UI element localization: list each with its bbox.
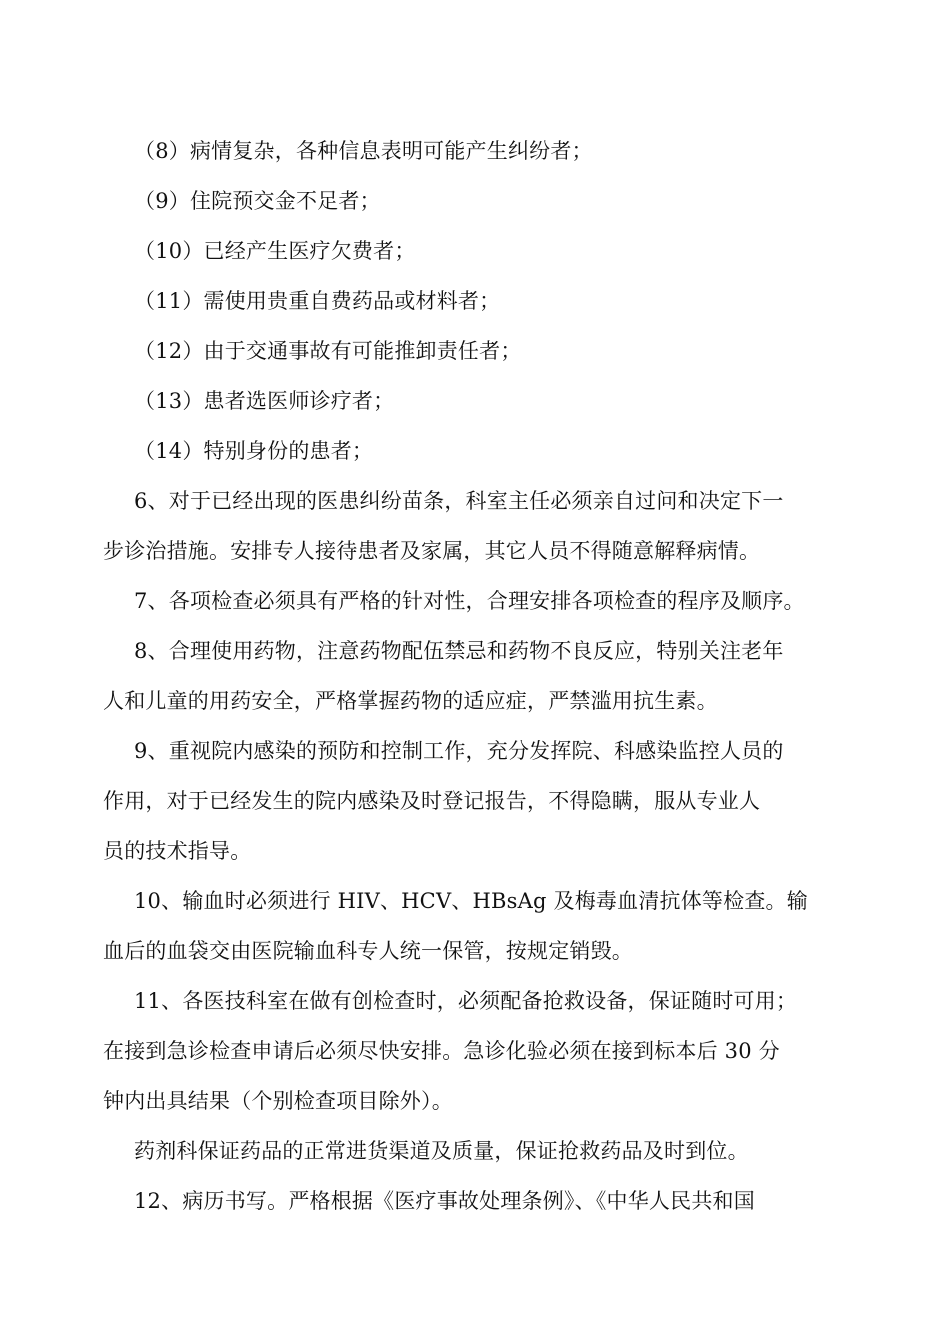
list-item-14: （14）特别身份的患者； (134, 439, 374, 463)
paragraph-6-line-2: 步诊治措施。安排专人接待患者及家属，其它人员不得随意解释病情。 (103, 539, 761, 563)
paragraph-8-line-2: 人和儿童的用药安全，严格掌握药物的适应症，严禁滥用抗生素。 (103, 689, 718, 713)
list-item-8: （8）病情复杂，各种信息表明可能产生纠纷者； (134, 139, 593, 163)
list-item-13: （13）患者选医师诊疗者； (134, 389, 395, 413)
list-item-10: （10）已经产生医疗欠费者； (134, 239, 416, 263)
list-item-12: （12）由于交通事故有可能推卸责任者； (134, 339, 522, 363)
paragraph-11-line-1: 11、各医技科室在做有创检查时，必须配备抢救设备，保证随时可用； (134, 989, 798, 1013)
paragraph-9-line-3: 员的技术指导。 (103, 839, 252, 863)
paragraph-6-line-1: 6、对于已经出现的医患纠纷苗条，科室主任必须亲自过问和决定下一 (134, 489, 784, 513)
paragraph-pharmacy: 药剂科保证药品的正常进货渠道及质量，保证抢救药品及时到位。 (134, 1139, 749, 1163)
paragraph-7: 7、各项检查必须具有严格的针对性，合理安排各项检查的程序及顺序。 (134, 589, 805, 613)
list-item-11: （11）需使用贵重自费药品或材料者； (134, 289, 501, 313)
list-item-9: （9）住院预交金不足者； (134, 189, 381, 213)
paragraph-11-line-3: 钟内出具结果（个别检查项目除外）。 (103, 1089, 453, 1113)
paragraph-11-line-2: 在接到急诊检查申请后必须尽快安排。急诊化验必须在接到标本后 30 分 (103, 1039, 780, 1063)
paragraph-10-line-2: 血后的血袋交由医院输血科专人统一保管，按规定销毁。 (103, 939, 633, 963)
paragraph-10-line-1: 10、输血时必须进行 HIV、HCV、HBsAg 及梅毒血清抗体等检查。输 (134, 889, 808, 913)
paragraph-12-line-1: 12、病历书写。严格根据《医疗事故处理条例》、《中华人民共和国 (134, 1189, 755, 1213)
paragraph-8-line-1: 8、合理使用药物，注意药物配伍禁忌和药物不良反应，特别关注老年 (134, 639, 784, 663)
paragraph-9-line-2: 作用，对于已经发生的院内感染及时登记报告，不得隐瞒，服从专业人 (103, 789, 761, 813)
paragraph-9-line-1: 9、重视院内感染的预防和控制工作，充分发挥院、科感染监控人员的 (134, 739, 784, 763)
